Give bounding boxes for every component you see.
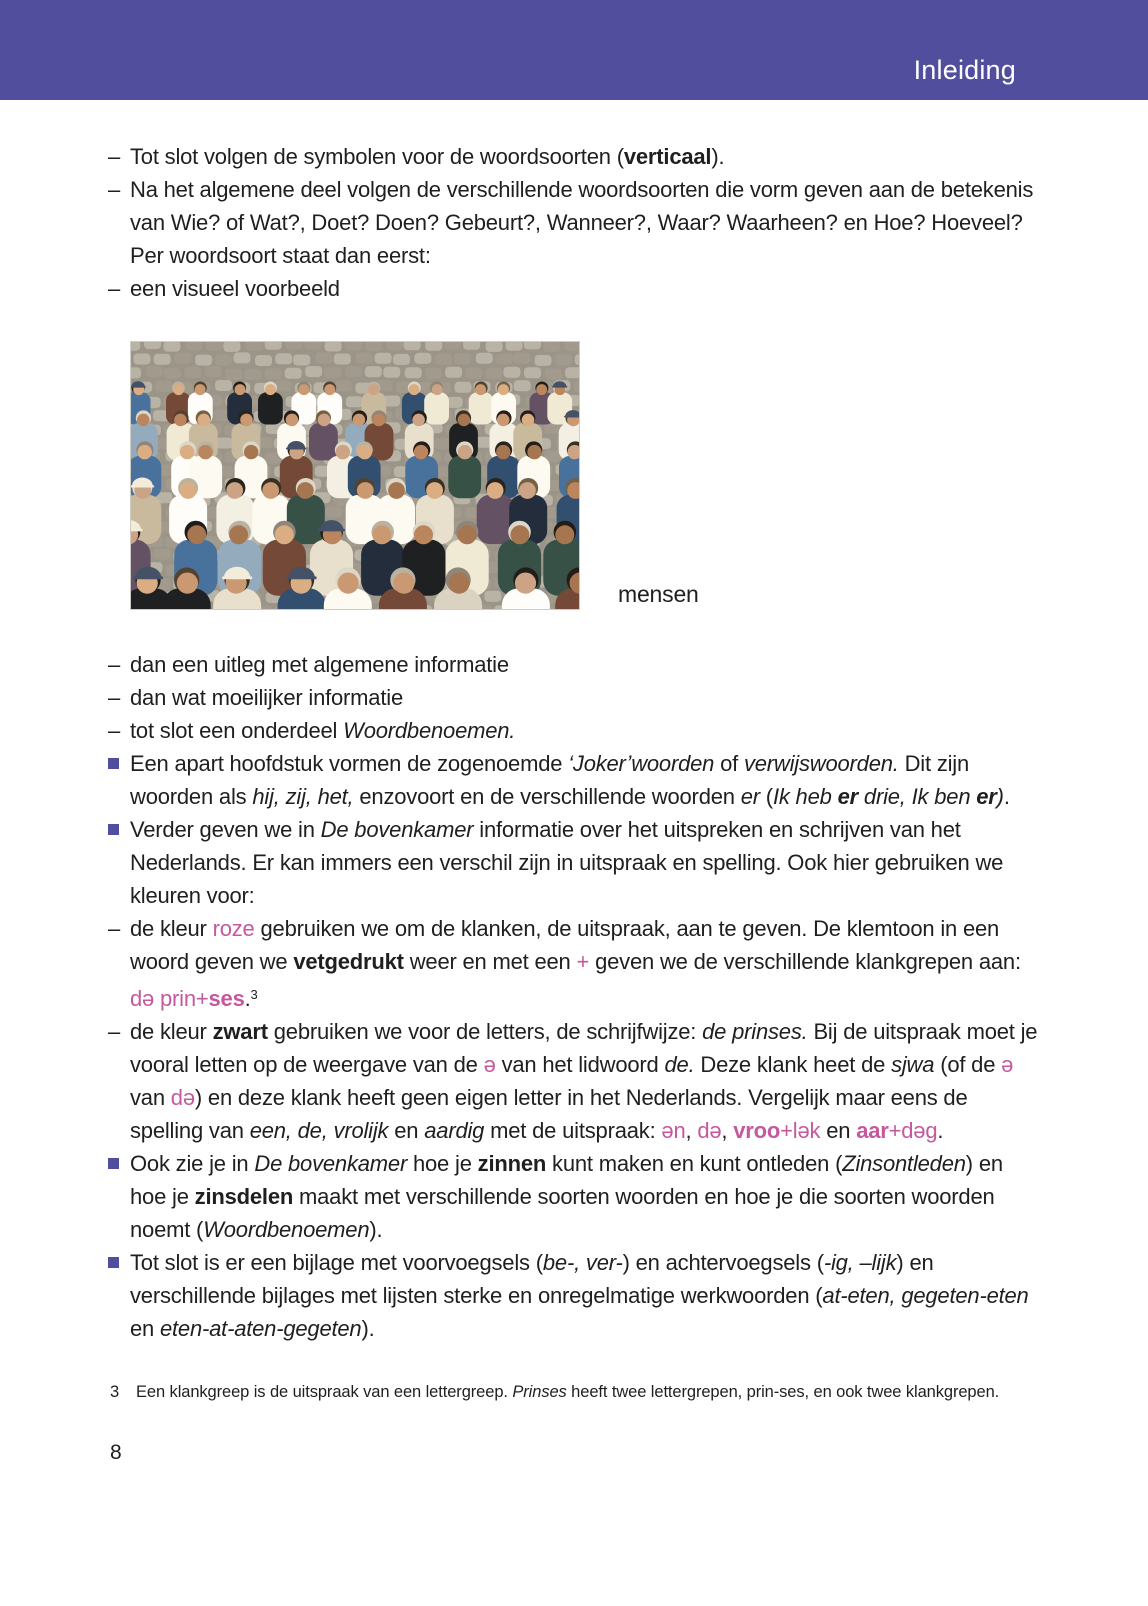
text-segment: ) en verschillende bijlages met lijsten sterke en onregelmatige werkwoorden ( [130, 1250, 934, 1308]
text-segment: ). [369, 1217, 383, 1242]
dash-bullet-icon: – [108, 177, 121, 202]
text-segment: (of de [934, 1052, 1002, 1077]
list-item-text [130, 276, 340, 301]
list-item-text [130, 751, 1010, 809]
list-item-text [130, 1250, 1029, 1341]
text-segment: 3 [250, 987, 258, 1002]
text-segment: Een apart hoofdstuk vormen de zogenoemde [130, 751, 569, 776]
text-segment: Bij de uitspraak moet je vooral letten op de weergave van de [130, 1019, 1038, 1077]
text-segment: . [1003, 784, 1010, 809]
text-segment: də [697, 1118, 722, 1143]
list-item-text [130, 916, 1021, 1011]
text-segment: də [170, 1085, 195, 1110]
text-segment: ) en hoe je [130, 1151, 1003, 1209]
text-segment: ). [361, 1316, 375, 1341]
dash-bullet-icon: – [108, 144, 121, 169]
text-segment: verticaal [623, 144, 712, 169]
list-item-text [130, 1019, 1037, 1143]
text-segment: sjwa [891, 1052, 935, 1077]
text-segment: er [976, 784, 997, 809]
list-item-text [130, 177, 1033, 235]
text-segment: +dəg [888, 1118, 938, 1143]
text-segment: dan een uitleg met algemene informatie [130, 652, 509, 677]
text-segment: ). [711, 144, 725, 169]
list-item [108, 1246, 1042, 1345]
list-item-text [130, 718, 515, 743]
photo-figure [130, 341, 1042, 610]
intro-list-bottom [108, 648, 1042, 1345]
text-segment: drie, Ik ben [858, 784, 977, 809]
list-item [108, 1015, 1042, 1147]
text-segment: gebruiken we voor de letters, de schrijfwijze: [267, 1019, 703, 1044]
text-segment: De bovenkamer [320, 817, 474, 842]
text-segment: at-eten, gegeten-eten [822, 1283, 1029, 1308]
text-segment: zinsdelen [194, 1184, 294, 1209]
page-content [0, 100, 1148, 1465]
list-item-text [130, 652, 509, 677]
text-segment: Tot slot is er een bijlage met voorvoegsels ( [130, 1250, 543, 1275]
text-segment: də prin+ [130, 986, 209, 1011]
text-segment: verwijswoorden. [743, 751, 899, 776]
text-segment: de prinses. [702, 1019, 808, 1044]
text-segment: Prinses [512, 1383, 567, 1401]
list-item [108, 714, 1042, 747]
text-segment: ə [483, 1052, 496, 1077]
dash-bullet-icon: – [108, 276, 121, 301]
text-segment: aardig [424, 1118, 485, 1143]
dash-bullet-icon: – [108, 1019, 121, 1044]
text-segment: vetgedrukt [293, 949, 404, 974]
photo-caption: mensen [618, 581, 699, 607]
square-bullet-icon [108, 758, 119, 769]
text-segment: en [130, 1316, 160, 1341]
list-item-text [130, 243, 431, 268]
text-segment: een, de, vrolijk [249, 1118, 389, 1143]
text-segment: of [714, 751, 744, 776]
dash-bullet-icon: – [108, 652, 121, 677]
text-segment: roze [212, 916, 255, 941]
list-item [108, 1147, 1042, 1246]
text-segment: dan wat moeilijker informatie [130, 685, 403, 710]
text-segment: weer en met een [403, 949, 577, 974]
text-segment: Ik heb [772, 784, 838, 809]
text-segment: tot slot een onderdeel [130, 718, 344, 743]
text-segment: zwart [212, 1019, 268, 1044]
text-segment: Zinsontleden [842, 1151, 966, 1176]
text-segment: Na het algemene deel volgen de verschillende woordsoorten die vorm geven aan de betekenis van Wie? of Wat?, Doet? Doen? Gebeurt?, Wanneer?, Waar? Waarheen? en Hoe? Hoeveel? [130, 177, 1034, 235]
text-segment: ən [661, 1118, 686, 1143]
text-segment: kunt maken en kunt ontleden ( [546, 1151, 843, 1176]
text-segment: en [820, 1118, 857, 1143]
text-segment: Dit zijn woorden als [130, 751, 970, 809]
footnote [110, 1381, 1042, 1403]
crowd-photo [130, 341, 580, 610]
text-segment: zinnen [477, 1151, 547, 1176]
text-segment: Woordbenoemen [203, 1217, 370, 1242]
list-item [108, 912, 1042, 1015]
text-segment: Een klankgreep is de uitspraak van een lettergreep. [136, 1383, 513, 1401]
text-segment: ( [759, 784, 773, 809]
text-segment: geven we de verschillende klankgrepen aan: [589, 949, 1021, 974]
list-item-text [130, 817, 1003, 908]
square-bullet-icon [108, 824, 119, 835]
text-segment: Per woordsoort staat dan eerst: [130, 243, 431, 268]
text-segment: er [740, 784, 760, 809]
text-segment: van [130, 1085, 171, 1110]
list-item [108, 140, 1042, 173]
footnote-marker: 3 [110, 1383, 120, 1401]
footnote-text [136, 1381, 999, 1403]
text-segment: heeft twee lettergrepen, prin-ses, en ook twee klankgrepen. [566, 1383, 1000, 1401]
text-segment: . [937, 1118, 944, 1143]
list-item [108, 272, 1042, 305]
list-item-text [130, 1151, 1003, 1242]
text-segment: hij, zij, het, [252, 784, 354, 809]
text-segment: met de uitspraak: [484, 1118, 662, 1143]
text-segment: informatie over het uitspreken en schrijven van het Nederlands. Er kan immers een verschil zijn in uitspraak en spelling. Ook hier gebruiken we kleuren voor: [130, 817, 1004, 908]
text-segment: ‘Joker’woorden [568, 751, 715, 776]
text-segment: en [388, 1118, 425, 1143]
list-item-text [130, 685, 403, 710]
text-segment: + [576, 949, 590, 974]
crowd-photo-image [131, 342, 579, 609]
list-item-text [130, 144, 724, 169]
list-item [108, 173, 1042, 239]
list-item [108, 648, 1042, 681]
text-segment: vroo [733, 1118, 781, 1143]
text-segment: Verder geven we in [130, 817, 321, 842]
list-item [108, 813, 1042, 912]
text-segment: de. [664, 1052, 695, 1077]
text-segment: , [721, 1118, 734, 1143]
text-segment: Deze klank heet de [694, 1052, 892, 1077]
text-segment: ) [996, 784, 1004, 809]
text-segment: ses [208, 986, 245, 1011]
dash-bullet-icon: – [108, 685, 121, 710]
text-segment: +lək [780, 1118, 821, 1143]
text-segment: er [837, 784, 858, 809]
text-segment: ) en achtervoegsels ( [622, 1250, 824, 1275]
text-segment: enzovoort en de verschillende woorden [353, 784, 741, 809]
chapter-title: Inleiding [913, 55, 1016, 85]
text-segment: , [685, 1118, 698, 1143]
text-segment: de kleur [130, 916, 213, 941]
text-segment: eten-at-aten-gegeten [159, 1316, 362, 1341]
dash-bullet-icon: – [108, 718, 121, 743]
text-segment: Woordbenoemen. [343, 718, 516, 743]
text-segment: -ig, –lijk [823, 1250, 897, 1275]
dash-bullet-icon: – [108, 916, 121, 941]
list-item [108, 747, 1042, 813]
text-segment: hoe je [407, 1151, 478, 1176]
text-segment: De bovenkamer [254, 1151, 408, 1176]
text-segment: gebruiken we om de klanken, de uitspraak, aan te geven. De klemtoon in een woord geven we [130, 916, 1000, 974]
text-segment: ) en deze klank heeft geen eigen letter in het Nederlands. Vergelijk maar eens de spelling van [130, 1085, 968, 1143]
square-bullet-icon [108, 1257, 119, 1268]
text-segment: van het lidwoord [495, 1052, 665, 1077]
text-segment: aar [856, 1118, 889, 1143]
list-item [108, 681, 1042, 714]
text-segment: ə [1001, 1052, 1014, 1077]
text-segment: de kleur [130, 1019, 213, 1044]
text-segment: be-, ver- [542, 1250, 623, 1275]
square-bullet-icon [108, 1158, 119, 1169]
page-header [0, 0, 1148, 100]
list-item [108, 239, 1042, 272]
text-segment: Tot slot volgen de symbolen voor de woordsoorten ( [130, 144, 624, 169]
page-number: 8 [110, 1441, 122, 1464]
text-segment: . [244, 986, 251, 1011]
intro-list-top [108, 140, 1042, 305]
text-segment: Ook zie je in [130, 1151, 255, 1176]
text-segment: maakt met verschillende soorten woorden en hoe je die soorten woorden noemt ( [130, 1184, 995, 1242]
text-segment: een visueel voorbeeld [130, 276, 340, 301]
